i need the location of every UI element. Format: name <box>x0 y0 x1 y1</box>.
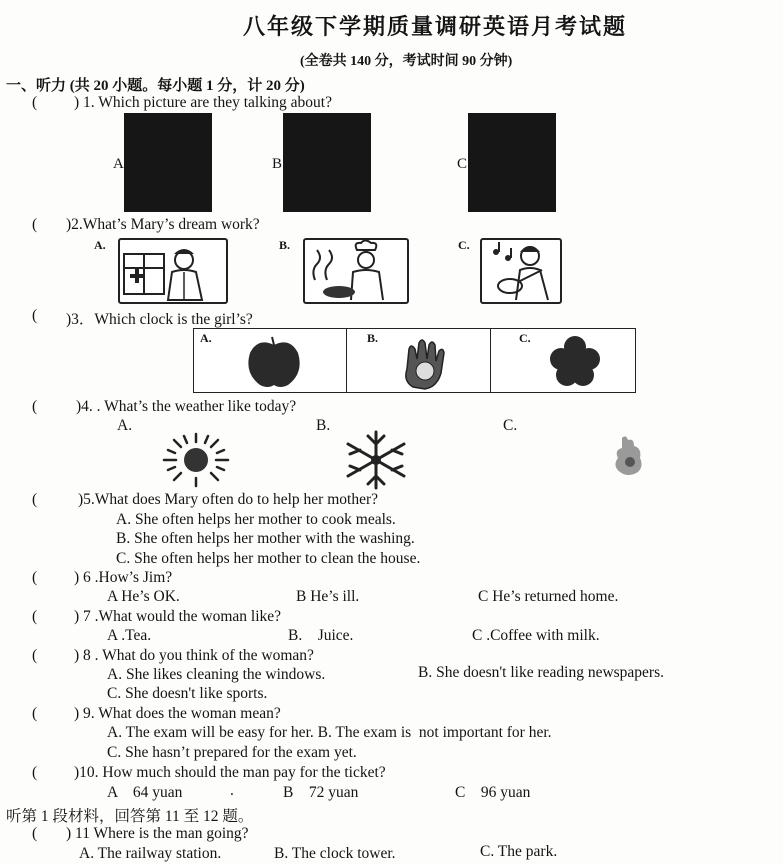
question-text: )5.What does Mary often do to help her mother? <box>78 491 379 508</box>
clock-option-c <box>490 328 636 393</box>
picture-c <box>468 113 556 212</box>
picture-singer <box>480 238 562 304</box>
answer-bracket[interactable]: ( <box>32 307 38 324</box>
question-text: )10. How much should the man pay for the ticket? <box>74 764 386 781</box>
option-label-c: C. <box>458 238 470 252</box>
option-a: A. The railway station. <box>79 845 222 862</box>
guitar-player-icon <box>482 240 560 302</box>
page-subtitle: (全卷共 140 分，考试时间 90 分钟) <box>300 54 513 69</box>
question-text: ) 11 Where is the man going? <box>66 825 249 842</box>
option-label-b: B <box>272 156 283 172</box>
answer-bracket[interactable]: ( <box>32 825 38 842</box>
picture-cook <box>303 238 409 304</box>
question-text: ) 7 .What would the woman like? <box>74 608 282 625</box>
option-a: A. She likes cleaning the windows. <box>107 666 326 683</box>
option-c: C. She hasn’t prepared for the exam yet. <box>107 744 357 761</box>
doctor-icon <box>120 240 226 302</box>
snowy-icon <box>338 430 414 490</box>
answer-bracket[interactable]: ( <box>32 569 38 586</box>
answer-bracket[interactable]: ( <box>32 398 38 415</box>
apple-clock-icon <box>194 329 347 392</box>
option-a-b: A. The exam will be easy for her. B. The exam is not important for her. <box>107 724 552 741</box>
option-label-a: A. <box>200 331 212 345</box>
option-b: B. She doesn't like reading newspapers. <box>418 664 665 681</box>
option-label-a: A <box>113 156 124 172</box>
option-b: B 72 yuan <box>283 784 359 801</box>
answer-bracket[interactable]: ( <box>32 491 38 508</box>
option-a: A .Tea. <box>107 627 152 644</box>
flower-clock-icon <box>491 329 635 392</box>
option-b: B. The clock tower. <box>274 845 396 862</box>
option-c: C He’s returned home. <box>478 588 619 605</box>
rainy-icon <box>608 434 648 478</box>
answer-bracket[interactable]: ( <box>32 608 38 625</box>
answer-bracket[interactable]: ( <box>32 705 38 722</box>
answer-bracket[interactable]: ( <box>32 94 38 111</box>
option-a: A 64 yuan <box>107 784 183 801</box>
hand-clock-icon <box>347 329 491 392</box>
option-label-b: B. <box>279 238 291 252</box>
option-c: C 96 yuan <box>455 784 531 801</box>
passage-instruction: 听第 1 段材料，回答第 11 至 12 题。 <box>6 808 254 825</box>
option-b: B. Juice. <box>288 627 354 644</box>
option-b: B He’s ill. <box>296 588 360 605</box>
option-label-a: A. <box>117 417 133 434</box>
cook-icon <box>305 240 407 302</box>
question-text: )3．Which clock is the girl’s? <box>66 311 253 328</box>
option-c: C. The park. <box>480 843 558 860</box>
option-c: C. She often helps her mother to clean the house. <box>116 550 421 567</box>
question-text: ) 1. Which picture are they talking about? <box>74 94 332 111</box>
option-label-c: C. <box>503 417 518 434</box>
question-text: ) 9. What does the woman mean? <box>74 705 281 722</box>
option-a: A He’s OK. <box>107 588 180 605</box>
option-label-c: C <box>457 156 468 172</box>
question-text: ) 8 . What do you think of the woman? <box>74 647 314 664</box>
option-c: C .Coffee with milk. <box>472 627 600 644</box>
option-a: A. She often helps her mother to cook meals. <box>116 511 396 528</box>
option-b: B. She often helps her mother with the washing. <box>116 530 415 547</box>
option-label-b: B. <box>367 331 379 345</box>
picture-b <box>283 113 371 212</box>
clock-option-a <box>193 328 348 393</box>
clock-option-b <box>346 328 492 393</box>
stray-dot: . <box>230 782 234 799</box>
option-c: C. She doesn't like sports. <box>107 685 268 702</box>
picture-a <box>124 113 212 212</box>
section-heading: 一、听力 (共 20 小题。每小题 1 分，计 20 分) <box>6 78 305 94</box>
option-label-c: C. <box>519 331 531 345</box>
answer-bracket[interactable]: ( <box>32 764 38 781</box>
answer-bracket[interactable]: ( <box>32 216 38 233</box>
answer-bracket[interactable]: ( <box>32 647 38 664</box>
question-text: ) 6 .How’s Jim? <box>74 569 173 586</box>
page-title: 八年级下学期质量调研英语月考试题 <box>243 14 628 39</box>
question-text: )4. . What’s the weather like today? <box>76 398 297 415</box>
sunny-icon <box>160 432 232 488</box>
question-text: )2.What’s Mary’s dream work? <box>66 216 260 233</box>
option-label-b: B. <box>316 417 331 434</box>
picture-doctor <box>118 238 228 304</box>
option-label-a: A. <box>94 238 106 252</box>
